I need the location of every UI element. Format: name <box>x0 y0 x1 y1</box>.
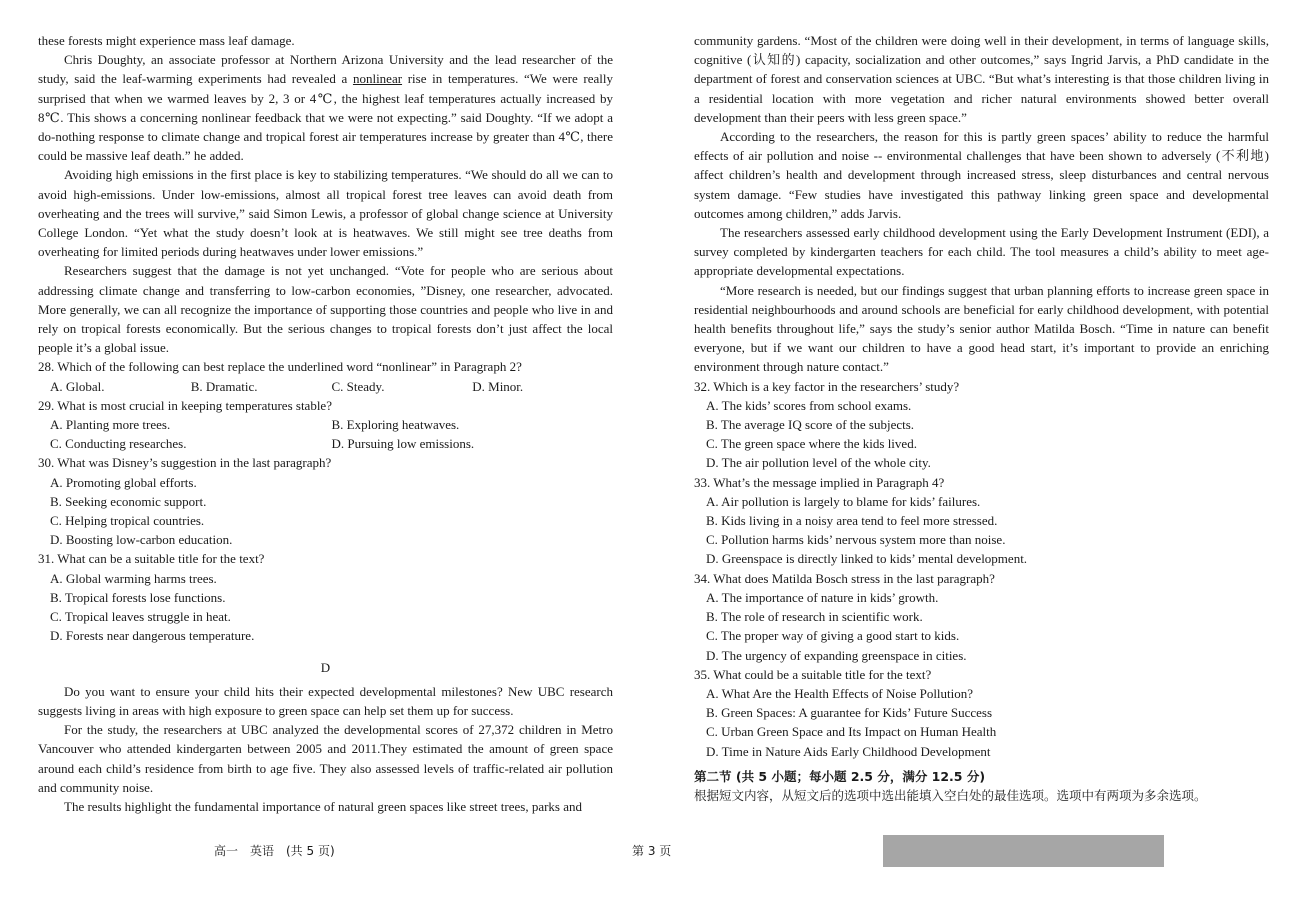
option-c: C. The proper way of giving a good start to kids. <box>706 628 960 644</box>
option-a: A. Promoting global efforts. <box>50 474 197 490</box>
option-c: C. The green space where the kids lived. <box>706 436 917 452</box>
option-a: A. Planting more trees. <box>50 417 171 433</box>
option-b: B. Exploring heatwaves. <box>331 417 460 433</box>
question-35 <box>694 665 1269 761</box>
option-d: D. The air pollution level of the whole city. <box>706 455 931 471</box>
paragraph: Do you want to ensure your child hits their expected developmental milestones? New UBC research suggests living in areas with high exposure to green space can help set them up for success. <box>38 683 613 718</box>
question-29 <box>38 396 613 454</box>
option-a: A. Air pollution is largely to blame for kids’ failures. <box>706 493 981 509</box>
paragraph: Researchers suggest that the damage is not yet unchanged. “Vote for people who are serious about addressing climate change and transferring to low-carbon economies, ”Disney, one researcher, advocated. More generally, we can all recognize the importance of supporting those countries and people who live in and rely on tropical forests economically. But the serious changes to tropical forests don’t just affect the local people it’s a global issue. <box>38 263 613 356</box>
option-c: C. Pollution harms kids’ nervous system more than noise. <box>706 532 1006 548</box>
option-a: A. The importance of nature in kids’ growth. <box>706 589 939 605</box>
right-column <box>694 31 1269 805</box>
paragraph: Avoiding high emissions in the first place is key to stabilizing temperatures. “We should do all we can to avoid high-emissions. Under low-emissions, almost all tropical forest tree leaves can avoid death from overheating and the trees will survive,” said Simon Lewis, a professor of global change science at University College London. “Yet what the study doesn’t look at is heatwaves. We still might see tree deaths from overheating for limited periods during heatwaves under lower emissions.” <box>38 167 613 260</box>
question-34 <box>694 569 1269 665</box>
question-stem: 28. Which of the following can best replace the underlined word “nonlinear” in Paragraph 2? <box>38 359 522 375</box>
question-30 <box>38 453 613 549</box>
question-28 <box>38 357 613 395</box>
paragraph: The researchers assessed early childhood development using the Early Development Instrument (EDI), a survey completed by kindergarten teachers for each child. The tool measures a child’s ability to meet age-appropriate developmental expectations. <box>694 225 1269 279</box>
option-b: B. The average IQ score of the subjects. <box>706 417 915 433</box>
question-stem: 34. What does Matilda Bosch stress in the last paragraph? <box>694 570 995 586</box>
redaction-box <box>883 835 1164 867</box>
option-b: B. Green Spaces: A guarantee for Kids’ Future Success <box>706 705 993 721</box>
page-number: 第 3 页 <box>632 844 672 858</box>
footer-course-label: 高一 英语 (共 5 页) <box>214 844 335 858</box>
underlined-word: nonlinear <box>352 71 403 87</box>
question-stem: 33. What’s the message implied in Paragraph 4? <box>694 474 945 490</box>
option-d: D. Minor. <box>472 378 524 394</box>
section-2-title: 第二节 (共 5 小题；每小题 2.5 分，满分 12.5 分) <box>694 768 986 784</box>
option-a: A. Global warming harms trees. <box>50 570 217 586</box>
paragraph: Chris Doughty, an associate professor at Northern Arizona University and the lead researcher of the study, said the leaf-warming experiments had revealed a nonlinear rise in temperatures. “We were really surprised that when we warmed leaves by 2, 3 or 4℃, the highest leaf temperatures actually increased by 8℃. This shows a concerning nonlinear feedback that we were not expecting.” said Doughty. “If we adopt a do-nothing response to climate change and tropical forest air temperatures increase by greater than 4℃, there could be massive leaf death.” he added. <box>38 52 614 164</box>
option-d: D. Forests near dangerous temperature. <box>50 628 255 644</box>
question-31 <box>38 549 613 645</box>
option-a: A. What Are the Health Effects of Noise Pollution? <box>706 685 974 701</box>
option-d: D. Time in Nature Aids Early Childhood Development <box>706 743 991 759</box>
question-stem: 30. What was Disney’s suggestion in the last paragraph? <box>38 455 332 471</box>
question-stem: 32. Which is a key factor in the researchers’ study? <box>694 378 960 394</box>
paragraph: For the study, the researchers at UBC analyzed the developmental scores of 27,372 children in Metro Vancouver who attended kindergarten between 2005 and 2011.They estimated the amount of green space around each child’s residence from birth to age five. They also assessed levels of traffic-related air pollution and community noise. <box>38 722 613 795</box>
option-c: C. Steady. <box>331 378 385 394</box>
section-2-instructions: 根据短文内容，从短文后的选项中选出能填入空白处的最佳选项。选项中有两项为多余选项。 <box>694 787 1207 803</box>
option-b: B. Seeking economic support. <box>50 493 207 509</box>
option-d: D. Pursuing low emissions. <box>331 436 475 452</box>
paragraph: According to the researchers, the reason for this is partly green spaces’ ability to reduce the harmful effects of air pollution and noise -- environmental challenges that have been shown to adversely (不利地) affect children’s health and development through increased stress, sleep disturbances and central nervous system damage. “Few studies have investigated this pathway linking green space and developmental outcomes among children,” adds Jarvis. <box>694 129 1269 221</box>
option-c: C. Urban Green Space and Its Impact on Human Health <box>706 724 997 740</box>
paragraph: The results highlight the fundamental importance of natural green spaces like street trees, parks and <box>64 798 583 814</box>
option-b: B. The role of research in scientific work. <box>706 609 923 625</box>
option-c: C. Conducting researches. <box>50 436 187 452</box>
option-d: D. Greenspace is directly linked to kids’ mental development. <box>706 551 1028 567</box>
option-c: C. Helping tropical countries. <box>50 513 205 529</box>
option-c: C. Tropical leaves struggle in heat. <box>50 609 231 625</box>
question-stem: 35. What could be a suitable title for the text? <box>694 666 932 682</box>
section-d-heading: D <box>320 659 331 675</box>
question-32 <box>694 377 1269 473</box>
question-33 <box>694 473 1269 569</box>
paragraph: these forests might experience mass leaf damage. <box>38 33 295 48</box>
option-a: A. The kids’ scores from school exams. <box>706 397 912 413</box>
paragraph: “More research is needed, but our findings suggest that urban planning efforts to increase green space in residential neighbourhoods and around schools are beneficial for early childhood development, with potential health benefits throughout life,” says the study’s senior author Matilda Bosch. “Time in nature can benefit everyone, but if we want our children to have a good head start, it’s important to provide an enriching environment through nature contact.” <box>694 282 1269 375</box>
option-b: B. Kids living in a noisy area tend to feel more stressed. <box>706 513 998 529</box>
question-stem: 29. What is most crucial in keeping temperatures stable? <box>38 397 332 413</box>
option-d: D. Boosting low-carbon education. <box>50 532 233 548</box>
option-d: D. The urgency of expanding greenspace in cities. <box>706 647 967 663</box>
option-b: B. Dramatic. <box>190 378 258 394</box>
option-b: B. Tropical forests lose functions. <box>50 589 226 605</box>
left-column <box>38 31 613 816</box>
option-a: A. Global. <box>50 378 105 394</box>
paragraph: community gardens. “Most of the children were doing well in their development, in terms of language skills, cognitive (认知的) capacity, socialization and other outcomes,” says Ingrid Jarvis, a PhD candidate in the department of forest and conservation sciences at UBC. “But what’s interesting is that those children living in a residential location with more vegetation and richer natural environments showed better overall development than their peers with less green space.” <box>694 33 1269 125</box>
question-stem: 31. What can be a suitable title for the text? <box>38 551 265 567</box>
